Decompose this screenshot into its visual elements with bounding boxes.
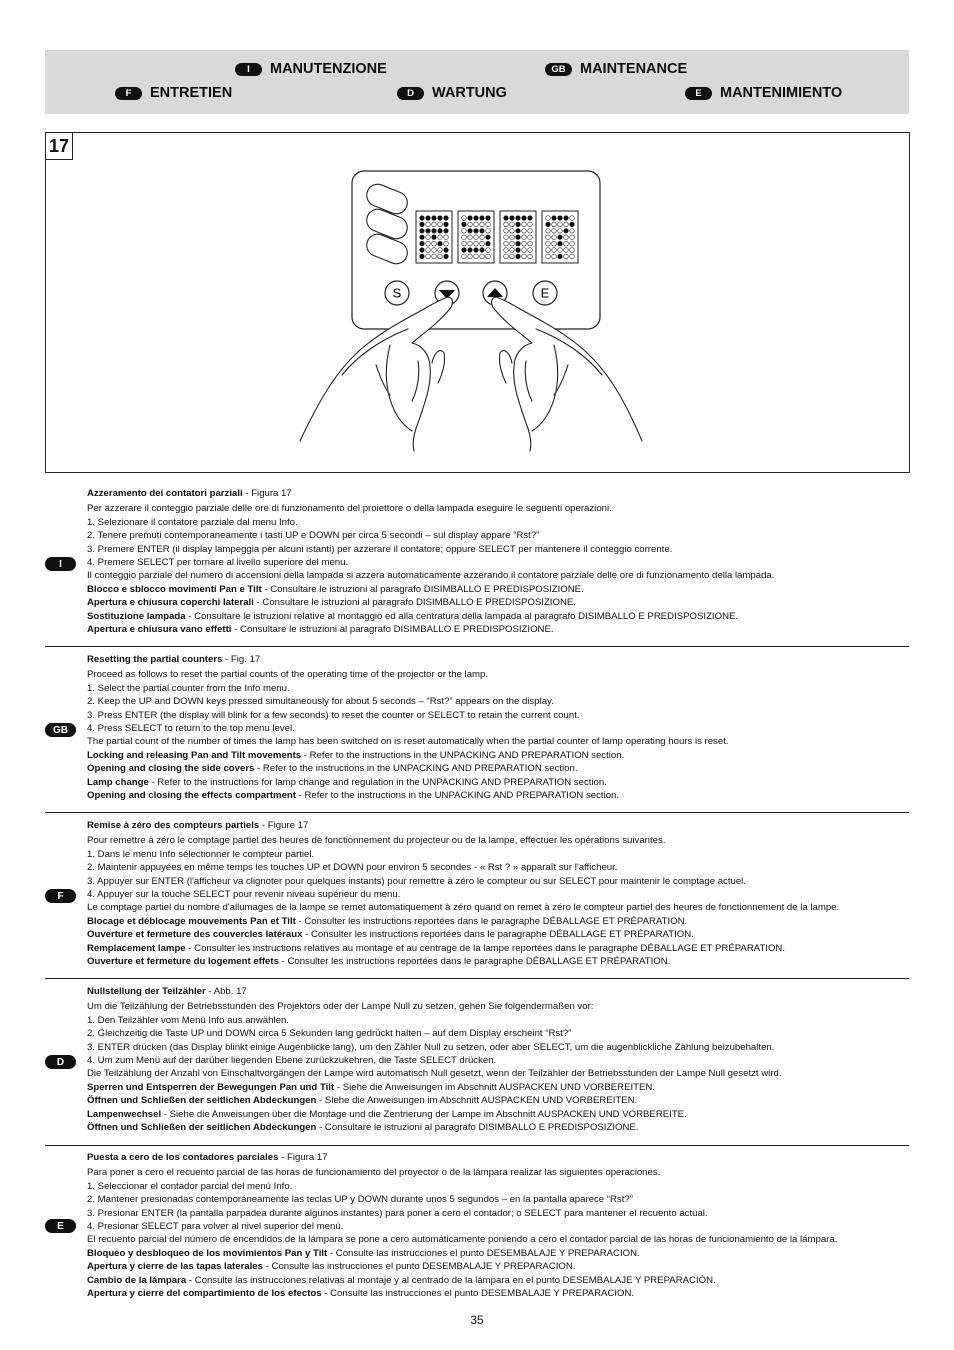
text-line: Um die Teilzählung der Betriebsstunden des Projektors oder der Lampe Null zu setzen, gehen Sie folgendermaßen vor: (87, 1001, 594, 1013)
item-line: Apertura y cierre de las tapas laterales - Consulte las instrucciones el punto DESEMBALAJE Y PREPARACION. (87, 1261, 576, 1273)
language-header (45, 50, 909, 114)
display-dot (420, 248, 425, 253)
text-line: 1. Select the partial counter from the Info menu. (87, 682, 290, 694)
display-dot (426, 241, 431, 246)
display-dot (486, 235, 491, 240)
page-number: 35 (470, 1313, 484, 1327)
display-dot (480, 241, 485, 246)
item-line: Blocage et déblocage mouvements Pan et Tilt - Consulter les instructions reportées dans le paragraphe DÉBALLAGE ET PRÉPARATION. (87, 915, 688, 927)
section-body-d (87, 985, 902, 1134)
header-item-d (397, 85, 507, 101)
display-dot (432, 222, 437, 227)
display-dot (486, 216, 491, 221)
display-dot (546, 254, 551, 259)
header-label-f: ENTRETIEN (150, 85, 233, 101)
display-dot (564, 216, 569, 221)
enter-button[interactable] (533, 281, 557, 305)
section-body-i (87, 487, 902, 636)
text-line: Il conteggio parziale del numero di accensioni della lampada si azzera automaticamente azzerando il contatore parziale delle ore di funzionamento della lampada. (87, 570, 775, 582)
display-dot (570, 229, 575, 234)
display-dot (474, 248, 479, 253)
display-dot (504, 222, 509, 227)
display-dot (558, 241, 563, 246)
display-dot (510, 248, 515, 253)
display-dot (486, 241, 491, 246)
text-line: 2. Mantener presionadas contemporáneamente las teclas UP y DOWN durante unos 5 segundos – en la pantalla aparece “Rst?” (87, 1194, 633, 1206)
display-dot (426, 254, 431, 259)
text-line: 2. Tenere premuti contemporaneamente i tasti UP e DOWN per circa 5 secondi – sul display appare “Rst?” (87, 530, 540, 542)
display-dot (444, 241, 449, 246)
display-dot (474, 241, 479, 246)
display-dot (438, 241, 443, 246)
display-dot (516, 254, 521, 259)
display-dot (528, 241, 533, 246)
display-dot (438, 254, 443, 259)
display-dot (432, 248, 437, 253)
section-divider (45, 978, 909, 979)
display-dot (468, 222, 473, 227)
display-dot (480, 235, 485, 240)
display-dot (522, 235, 527, 240)
control-panel-illustration (46, 133, 909, 472)
display-dot (558, 248, 563, 253)
text-line: 3. ENTER drücken (das Display blinkt einige Augenblicke lang), um den Zähler Null zu setzen, oder aber SELECT, um die augenblickliche Zählung beizubehalten. (87, 1041, 775, 1053)
display-dot (474, 254, 479, 259)
display-dot (510, 235, 515, 240)
display-dot (558, 222, 563, 227)
display-dot (438, 235, 443, 240)
display-dot (432, 241, 437, 246)
display-dot (438, 229, 443, 234)
display-dot (564, 248, 569, 253)
enter-button-label: E (540, 285, 550, 301)
display-dot (480, 248, 485, 253)
display-dot (420, 222, 425, 227)
display-dot (528, 254, 533, 259)
section-title-f: Remise à zéro des compteurs partiels - Figure 17 (87, 820, 309, 831)
display-dot (462, 229, 467, 234)
display-dot (444, 235, 449, 240)
display-dot (432, 235, 437, 240)
text-line: 2. Gleichzeitig die Taste UP und DOWN circa 5 Sekunden lang gedrückt halten – auf dem Display erscheint “Rst?” (87, 1028, 572, 1040)
header-item-f (115, 85, 232, 101)
display-dot (528, 222, 533, 227)
display-dot (468, 216, 473, 221)
display-dot (420, 229, 425, 234)
display-dot (474, 222, 479, 227)
display-dot (570, 248, 575, 253)
display-dot (486, 248, 491, 253)
header-item-i (235, 61, 387, 77)
display-dot (504, 235, 509, 240)
display-dot (570, 241, 575, 246)
display-dot (462, 222, 467, 227)
text-line: 3. Premere ENTER (il display lampeggia per alcuni istanti) per azzerare il contatore; oppure SELECT per mantenere il conteggio corrente. (87, 543, 673, 555)
display-dot (420, 216, 425, 221)
display-dot (462, 216, 467, 221)
display-dot (516, 235, 521, 240)
lang-badge-d: D (397, 87, 424, 100)
display-dot (546, 248, 551, 253)
lang-badge-gb: GB (545, 63, 572, 76)
display-dot (486, 229, 491, 234)
display-dot (510, 222, 515, 227)
display-dot (552, 248, 557, 253)
display-dot (432, 216, 437, 221)
display-dot (552, 235, 557, 240)
item-line: Öffnen und Schließen der seitlichen Abdeckungen - Consultare le istruzioni al paragrafo DISIMBALLO E PREDISPOSIZIONE. (87, 1122, 639, 1134)
display-dot (516, 229, 521, 234)
display-dot (480, 216, 485, 221)
side-buttons (363, 181, 410, 267)
item-line: Ouverture et fermeture du logement effets - Consulter les instructions reportées dans le paragraphe DÉBALLAGE ET PRÉPARATION. (87, 956, 671, 968)
display-dot (480, 229, 485, 234)
display-dot (552, 254, 557, 259)
lang-badge-f: F (115, 87, 142, 100)
select-button-label: S (392, 285, 402, 301)
display-dot (516, 222, 521, 227)
display-dot (444, 254, 449, 259)
display-dot (426, 216, 431, 221)
lang-badge-e: E (685, 87, 712, 100)
display-dot (564, 222, 569, 227)
display-dot (462, 235, 467, 240)
display-dot (468, 229, 473, 234)
item-line: Ouverture et fermeture des couvercles latéraux - Consulter les instructions reportées dans le paragraphe DÉBALLAGE ET PRÉPARATION. (87, 929, 694, 941)
display-dot (546, 229, 551, 234)
item-line: Cambio de la lámpara - Consulte las instrucciones relativas al montaje y al centrado de la lámpara en el punto DESEMBALAJE Y PREPARACIÓN. (87, 1274, 716, 1286)
section-divider (45, 646, 909, 647)
display-dot (480, 222, 485, 227)
display-dot (438, 222, 443, 227)
display-dot (552, 241, 557, 246)
text-line: 4. Appuyer sur la touche SELECT pour revenir niveau supérieur du menu. (87, 889, 401, 901)
text-line: Die Teilzählung der Anzahl von Einschaltvorgängen der Lampe wird automatisch Null gesetzt, wenn der Teilzähler der Betriebsstunden der Lampe Null gesetzt wird. (87, 1068, 782, 1080)
header-label-e: MANTENIMIENTO (720, 85, 843, 101)
lang-badge-section-e: E (45, 1219, 76, 1233)
display-dot (420, 235, 425, 240)
item-line: Blocco e sblocco movimenti Pan e Tilt - Consultare le istruzioni al paragrafo DISIMBALLO E PREDISPOSIZIONE. (87, 583, 584, 595)
display-dot (516, 248, 521, 253)
display-dot (474, 235, 479, 240)
display-dot (510, 216, 515, 221)
display-dot (570, 216, 575, 221)
text-line: Pour remettre à zéro le comptage partiel des heures de fonctionnement du projecteur ou de la lampe, effectuer les opérations suivantes. (87, 835, 666, 847)
display-dot (552, 229, 557, 234)
display-dot (504, 241, 509, 246)
section-title-e: Puesta a cero de los contadores parciales - Figura 17 (87, 1152, 328, 1163)
lang-badge-section-f: F (45, 889, 76, 903)
item-line: Lampenwechsel - Siehe die Anweisungen über die Montage und die Zentrierung der Lampe im Abschnitt AUSPACKEN UND VORBEREITE. (87, 1108, 687, 1120)
display-dot (522, 254, 527, 259)
display-dot (504, 248, 509, 253)
display-dot (546, 241, 551, 246)
text-line: 2. Keep the UP and DOWN keys pressed simultaneously for about 5 seconds – “Rst?” appears on the display. (87, 696, 554, 708)
display-dot (516, 241, 521, 246)
item-line: Opening and closing the side covers - Refer to the instructions in the UNPACKING AND PREPARATION section. (87, 763, 578, 775)
display-dot (570, 254, 575, 259)
display-dot (420, 241, 425, 246)
item-line: Sperren und Entsperren der Bewegungen Pan und Tilt - Siehe die Anweisungen im Abschnitt AUSPACKEN UND VORBEREITEN. (87, 1081, 655, 1093)
display-dot (558, 235, 563, 240)
display-dot (528, 216, 533, 221)
display-dot (468, 248, 473, 253)
display-dot (522, 229, 527, 234)
text-line: 3. Presionar ENTER (la pantalla parpadea durante algunos instantes) para poner a cero el contador; o SELECT para mantener el recuento actual. (87, 1207, 708, 1219)
section-body-e (87, 1151, 902, 1300)
text-line: Le comptage partiel du nombre d'allumages de la lampe se remet automatiquement à zéro quand on remet à zéro le compteur partiel des heures de fonctionnement de la lampe. (87, 902, 840, 914)
display-dot (438, 248, 443, 253)
text-line: 3. Press ENTER (the display will blink for a few seconds) to reset the counter or SELECT to retain the current count. (87, 709, 580, 721)
display-dot (510, 254, 515, 259)
display-dot (570, 235, 575, 240)
display-dot (426, 248, 431, 253)
display-dot (510, 241, 515, 246)
display-dot (504, 229, 509, 234)
display-dot (486, 254, 491, 259)
display-dot (564, 235, 569, 240)
display-dot (444, 229, 449, 234)
display-dot (558, 216, 563, 221)
lang-badge-section-i: I (45, 557, 76, 571)
header-label-d: WARTUNG (432, 85, 507, 101)
display-dot (468, 254, 473, 259)
text-line: 1. Den Teilzähler vom Menü Info aus anwählen. (87, 1014, 289, 1026)
display-dot (546, 222, 551, 227)
text-line: 1. Dans le menu Info sélectionner le compteur partiel. (87, 848, 315, 860)
select-button[interactable] (385, 281, 409, 305)
item-line: Remplacement lampe - Consulter les instructions relatives au montage et au centrage de la lampe reportées dans le paragraphe DÉBALLAGE ET PRÉPARATION. (87, 942, 786, 954)
display-dot (522, 248, 527, 253)
text-line: 3. Appuyer sur ENTER (l'afficheur va clignoter pour quelques instants) pour remettre à zéro le compteur ou sur SELECT pour maintenir le comptage actuel. (87, 875, 746, 887)
header-label-gb: MAINTENANCE (580, 61, 688, 77)
display-dot (564, 229, 569, 234)
display-dot (522, 216, 527, 221)
display-dot (462, 241, 467, 246)
display-dot (570, 222, 575, 227)
display-dot (474, 229, 479, 234)
section-divider (45, 1145, 909, 1146)
figure-17 (45, 132, 910, 473)
section-body-gb (87, 653, 902, 802)
display-dot (474, 216, 479, 221)
display-dot (426, 222, 431, 227)
display-dot (528, 235, 533, 240)
display-dot (432, 254, 437, 259)
text-line: Per azzerare il conteggio parziale delle ore di funzionamento del proiettore o della lampada eseguire le seguenti operazioni. (87, 503, 612, 515)
item-line: Lamp change - Refer to the instructions for lamp change and regulation in the UNPACKING AND PREPARATION section. (87, 776, 607, 788)
lang-badge-section-gb: GB (45, 723, 76, 737)
header-item-gb (545, 61, 687, 77)
display-dot (486, 222, 491, 227)
section-title-i: Azzeramento dei contatori parziali - Figura 17 (87, 488, 292, 499)
item-line: Bloqueo y desbloqueo de los movimientos Pan y Tilt - Consulte las instrucciones el punto DESEMBALAJE Y PREPARACION. (87, 1247, 640, 1259)
item-line: Apertura e chiusura vano effetti - Consultare le istruzioni al paragrafo DISIMBALLO E PREDISPOSIZIONE. (87, 624, 554, 636)
display-dot (546, 216, 551, 221)
display-dot (462, 254, 467, 259)
display-dot (552, 222, 557, 227)
display-dot (504, 254, 509, 259)
text-line: 1. Seleccionar el contador parcial del menú Info. (87, 1180, 293, 1192)
item-line: Apertura e chiusura coperchi laterali - Consultare le istruzioni al paragrafo DISIMBALLO E PREDISPOSIZIONE. (87, 597, 576, 609)
display-dot (528, 229, 533, 234)
display-dot (444, 216, 449, 221)
display-dot (462, 248, 467, 253)
display-dot (516, 216, 521, 221)
display-dot (426, 235, 431, 240)
item-line: Apertura y cierre del compartimiento de los efectos - Consulte las instrucciones el punto DESEMBALAJE Y PREPARACION. (87, 1288, 635, 1300)
display-dot (480, 254, 485, 259)
display-dot (522, 222, 527, 227)
display-dot (528, 248, 533, 253)
text-line: El recuento parcial del número de encendidos de la lámpara se pone a cero automáticamente poniendo a cero el contador parcial de las horas de funcionamiento de la lámpara. (87, 1234, 838, 1246)
display-dot (444, 222, 449, 227)
text-line: 4. Presionar SELECT para volver al nivel superior del menú. (87, 1221, 344, 1233)
header-label-i: MANUTENZIONE (270, 61, 387, 77)
item-line: Öffnen und Schließen der seitlichen Abdeckungen - Siehe die Anweisungen im Abschnitt AUSPACKEN UND VORBEREITEN. (87, 1095, 638, 1107)
header-item-e (685, 85, 842, 101)
display-dot (522, 241, 527, 246)
text-line: 1. Selezionare il contatore parziale dal menu Info. (87, 516, 298, 528)
section-body-f (87, 819, 902, 968)
item-line: Locking and releasing Pan and Tilt movements - Refer to the instructions in the UNPACKING AND PREPARATION section. (87, 749, 625, 761)
text-line: Para poner a cero el recuento parcial de las horas de funcionamiento del proyector o de la lámpara realizar las siguientes operaciones. (87, 1167, 661, 1179)
section-title-gb: Resetting the partial counters - Fig. 17 (87, 654, 261, 665)
text-line: 4. Um zum Menü auf der darüber liegenden Ebene zurückzukehren, die Taste SELECT drücken. (87, 1055, 497, 1067)
section-title-d: Nullstellung der Teilzähler - Abb. 17 (87, 986, 247, 997)
figure-number: 17 (46, 133, 73, 160)
display-dot (510, 229, 515, 234)
display-dot (432, 229, 437, 234)
display-dot (552, 216, 557, 221)
display-dot (564, 254, 569, 259)
display-dot (546, 235, 551, 240)
display-dot (420, 254, 425, 259)
text-line: Proceed as follows to reset the partial counts of the operating time of the projector or the lamp. (87, 669, 489, 681)
display-dot (558, 254, 563, 259)
lang-badge-i: I (235, 63, 262, 76)
text-line: The partial count of the number of times the lamp has been switched on is reset automatically when the partial counter of lamp operating hours is reset. (87, 736, 729, 748)
display-dot (438, 216, 443, 221)
item-line: Opening and closing the effects compartment - Refer to the instructions in the UNPACKING AND PREPARATION section. (87, 790, 620, 802)
display-dot (468, 235, 473, 240)
section-divider (45, 812, 909, 813)
item-line: Sostituzione lampada - Consultare le istruzioni relative al montaggio ed alla centratura della lampada al paragrafo DISIMBALLO E PREDISPOSIZIONE. (87, 610, 739, 622)
display-dot (504, 216, 509, 221)
display-dot (558, 229, 563, 234)
text-line: 2. Maintenir appuyées en même temps les touches UP et DOWN pour environ 5 secondes - « Rst ? » apparaît sur l'afficheur. (87, 862, 618, 874)
display-dot (444, 248, 449, 253)
text-line: 4. Premere SELECT per tornare al livello superiore del menu. (87, 557, 349, 569)
display-dot (426, 229, 431, 234)
display-dot (564, 241, 569, 246)
text-line: 4. Press SELECT to return to the top menu level. (87, 723, 295, 735)
display-dot (468, 241, 473, 246)
lang-badge-section-d: D (45, 1055, 76, 1069)
